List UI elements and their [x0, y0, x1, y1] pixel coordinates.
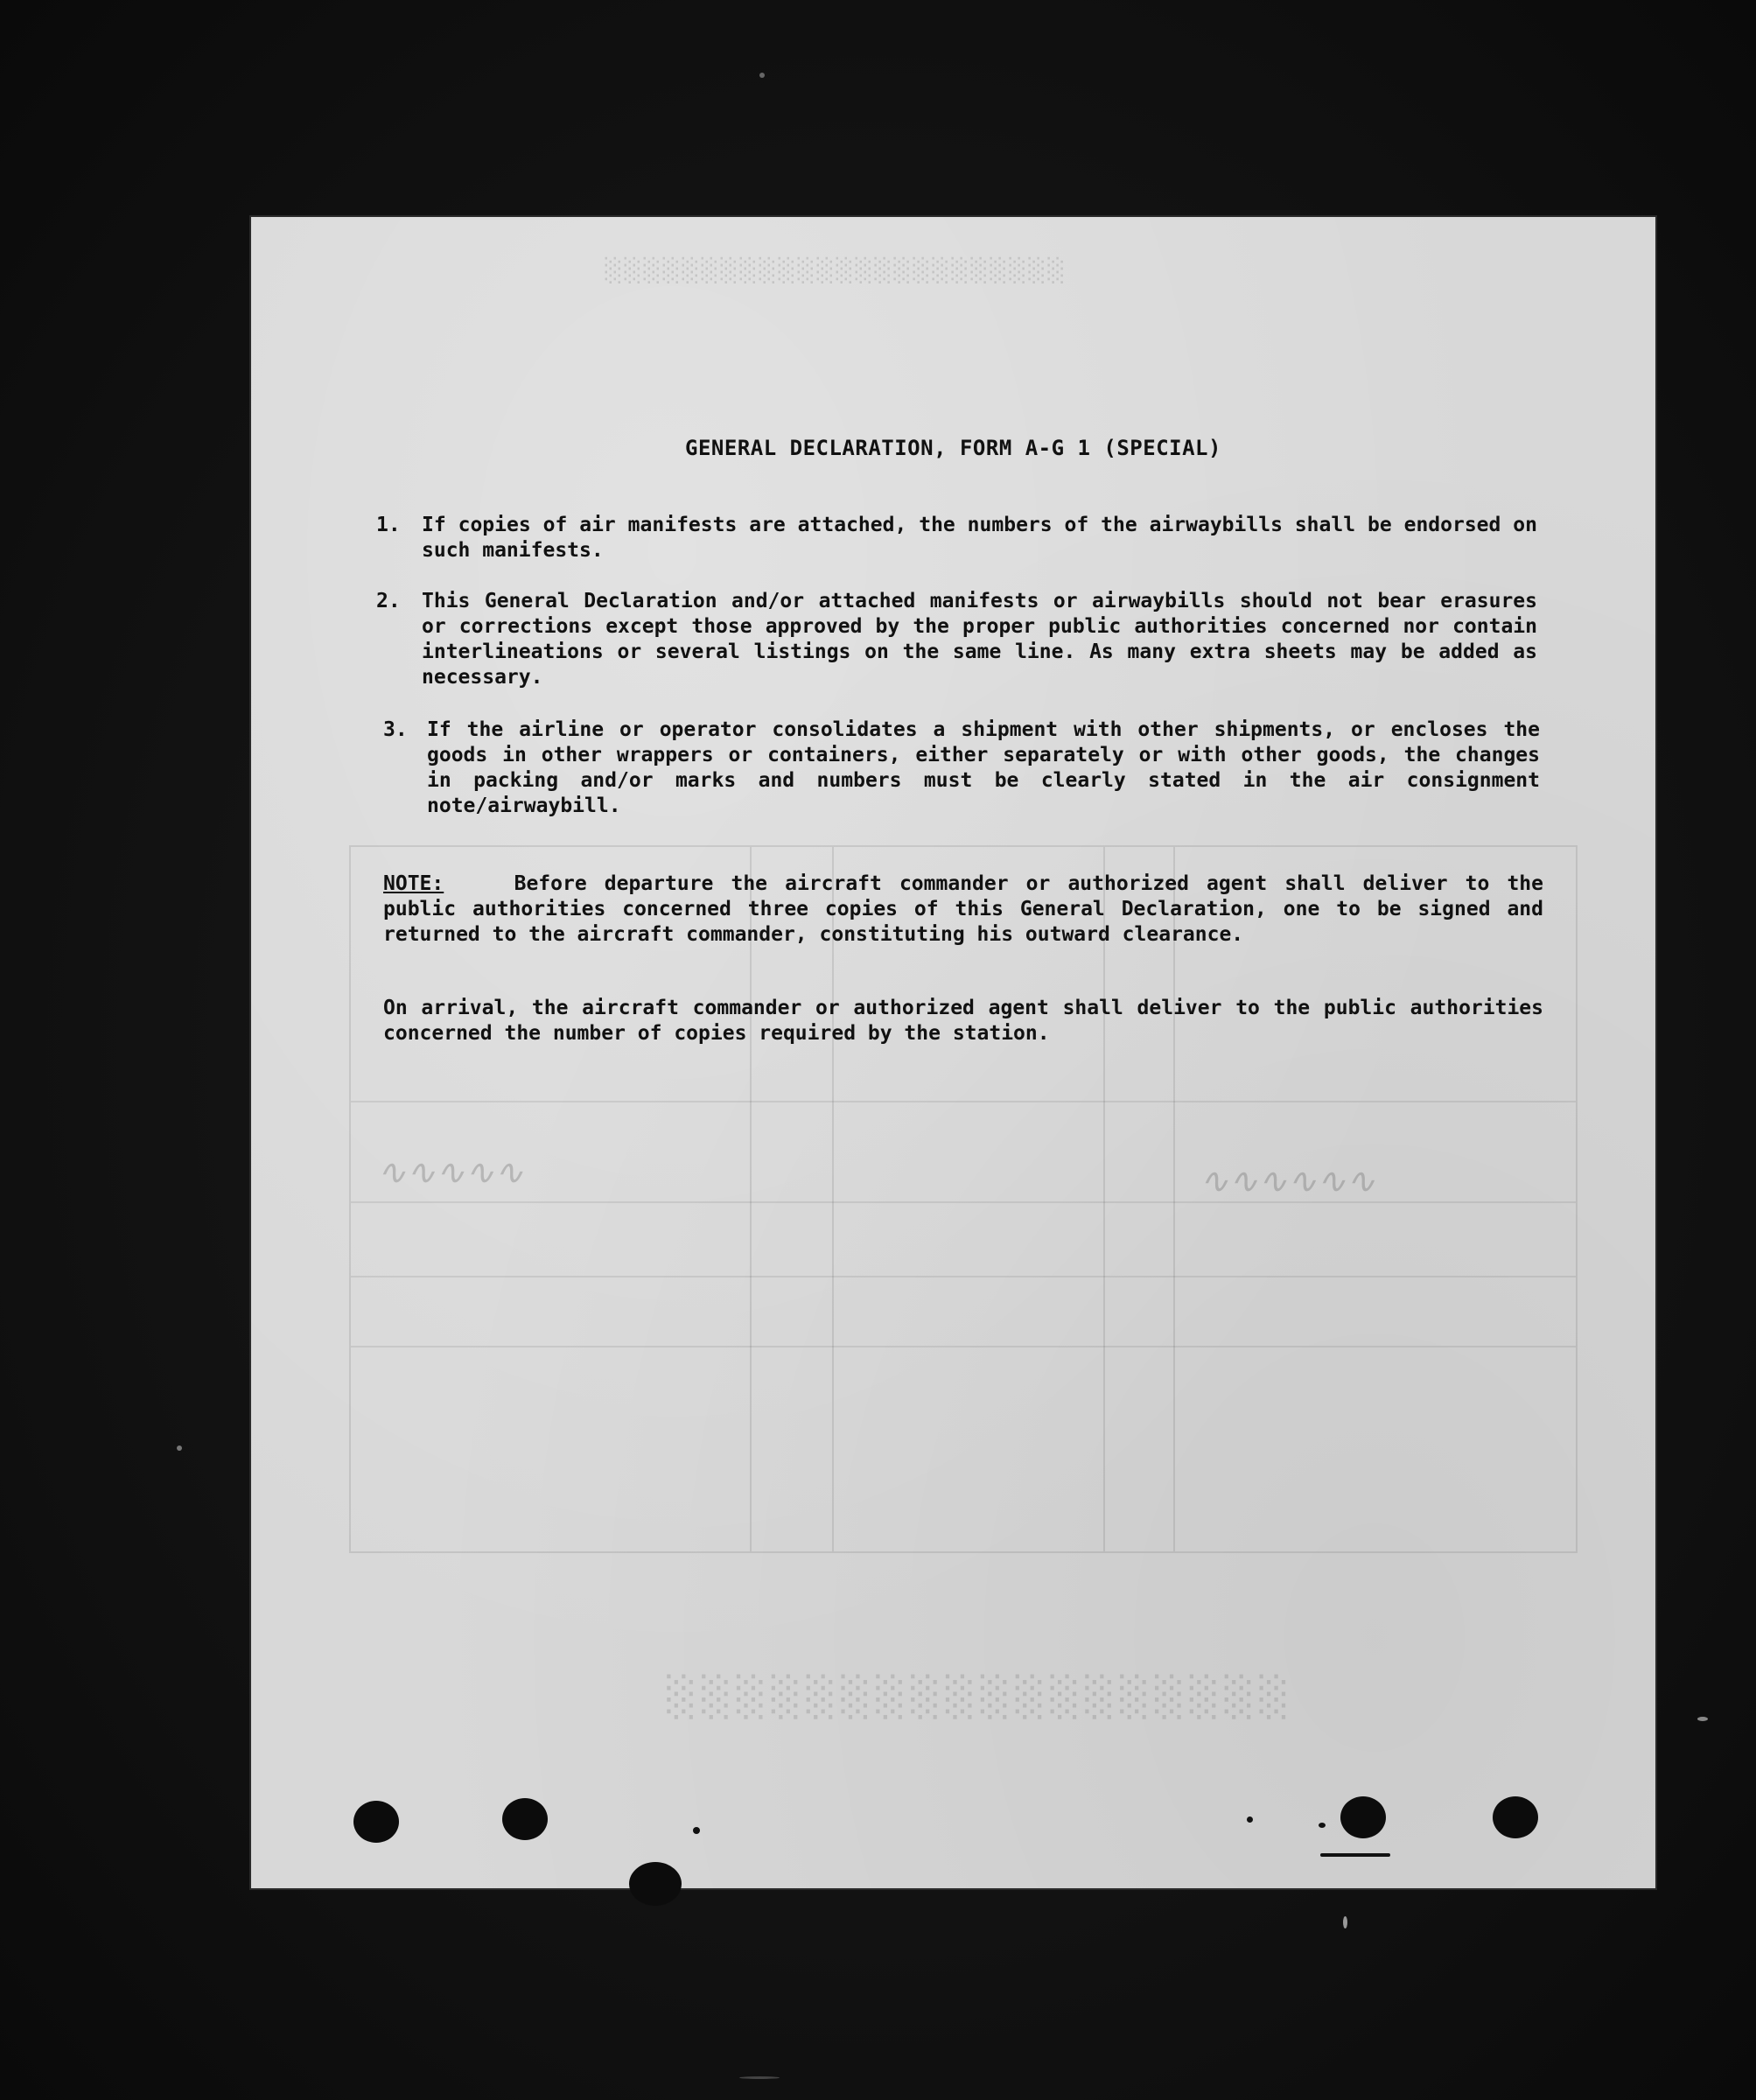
document-sheet [251, 217, 1655, 1888]
punch-hole [1340, 1796, 1386, 1838]
bleed-through-heading-bottom: ░░░░░░░░░░░░░░░░░░ [658, 1674, 1286, 1718]
bleed-through-handwriting: ∿∿∿∿∿∿ [1205, 1162, 1382, 1202]
ink-speck [693, 1827, 700, 1834]
ink-speck [1319, 1823, 1326, 1828]
bleed-through-heading-top: ░░░░░░░░░░░░░░░░░░░░░░░░ [601, 256, 1063, 283]
scan-speck [1343, 1916, 1347, 1928]
scan-speck [759, 73, 765, 78]
note-label: NOTE: [383, 872, 444, 895]
punch-hole [1493, 1796, 1538, 1838]
arrival-paragraph: On arrival, the aircraft commander or authorized agent shall deliver to the public authorities concerned the number of copies required by the station. [383, 997, 1543, 1045]
ink-speck [1320, 1853, 1390, 1857]
instruction-text: If the airline or operator consolidates a shipment with other shipments, or encloses the goods in other wrappers or containers, either separately or with other goods, the changes in packing and/or marks and numbers must be clearly stated in the air consignment note/airwaybill. [427, 718, 1540, 817]
scan-speck [1697, 1717, 1708, 1721]
scan-speck [177, 1446, 182, 1451]
instruction-number: 1. [376, 514, 401, 536]
punch-hole [353, 1801, 399, 1843]
instruction-number: 3. [383, 718, 408, 741]
instruction-text: This General Declaration and/or attached manifests or airwaybills should not bear erasures or corrections except those approved by the proper public authorities concerned nor contain interlineations or several listings on the same line. As many extra sheets may be added as necessary. [422, 590, 1537, 689]
bleed-through-signature: ∿∿∿∿∿ [382, 1153, 529, 1194]
instruction-text: If copies of air manifests are attached, the numbers of the airwaybills shall be endorsed on such manifests. [422, 514, 1537, 562]
declaration-content [251, 217, 1655, 1888]
punch-hole [502, 1798, 548, 1840]
page-title: GENERAL DECLARATION, FORM A-G 1 (SPECIAL) [685, 436, 1221, 460]
punch-hole [629, 1862, 682, 1906]
note-text: Before departure the aircraft commander or authorized agent shall deliver to the public authorities concerned three copies of this General Declaration, one to be signed and returned to the aircraft commander, constituting his outward clearance. [383, 872, 1543, 946]
scan-speck [739, 2076, 780, 2079]
instruction-number: 2. [376, 590, 401, 612]
ink-speck [1247, 1816, 1253, 1823]
note-paragraph [383, 872, 1543, 948]
